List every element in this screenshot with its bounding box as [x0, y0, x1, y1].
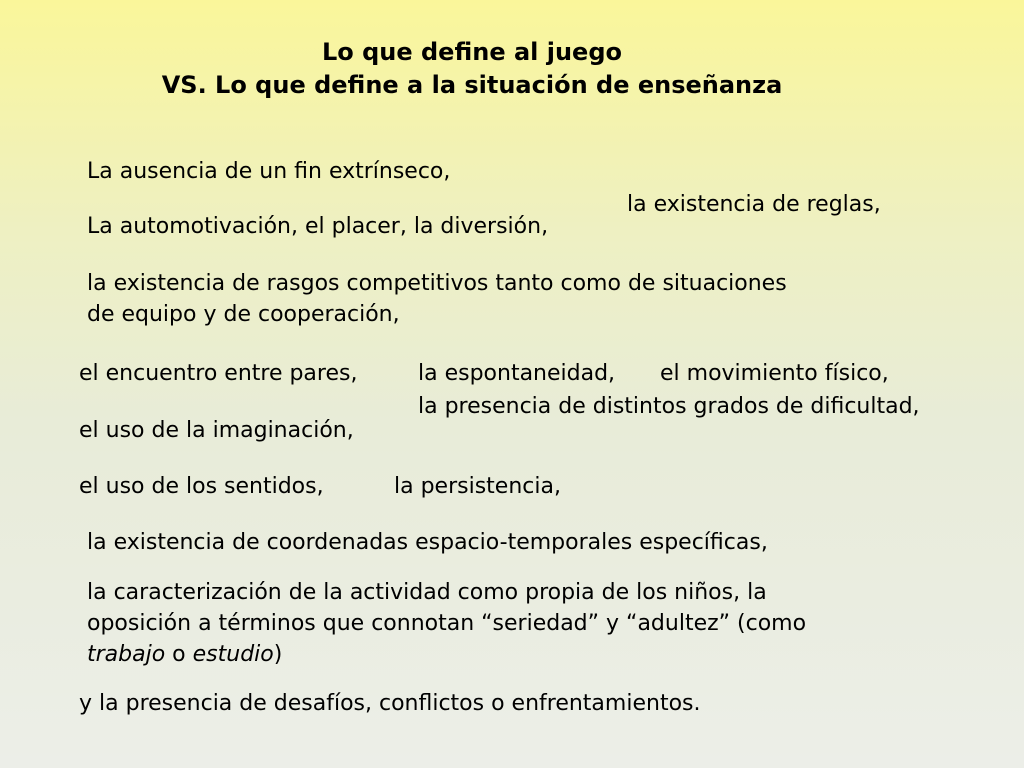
item-fin-extrinseco: La ausencia de un fin extrínseco,: [87, 159, 451, 184]
rasgos-line-2: de equipo y de cooperación,: [87, 302, 400, 327]
title-line-2: VS. Lo que define a la situación de enseñanza: [161, 71, 783, 99]
close-paren: ): [273, 642, 283, 667]
item-imaginacion: el uso de la imaginación,: [79, 418, 354, 443]
item-grados-dificultad: la presencia de distintos grados de dificultad,: [418, 394, 920, 419]
word-estudio: estudio: [192, 642, 274, 667]
caracterizacion-line-1: la caracterización de la actividad como propia de los niños, la: [87, 580, 767, 605]
item-espontaneidad: la espontaneidad,: [418, 361, 616, 386]
item-caracterizacion: [87, 577, 987, 670]
word-trabajo: trabajo: [87, 642, 166, 667]
item-desafios: y la presencia de desafíos, conflictos o enfrentamientos.: [79, 691, 701, 716]
item-coordenadas: la existencia de coordenadas espacio-temporales específicas,: [87, 530, 768, 555]
word-o: o: [165, 642, 193, 667]
slide-title: [0, 36, 944, 102]
item-movimiento-fisico: el movimiento físico,: [660, 361, 889, 386]
item-reglas: la existencia de reglas,: [627, 192, 881, 217]
item-rasgos-competitivos: [87, 268, 987, 330]
item-encuentro-pares: el encuentro entre pares,: [79, 361, 358, 386]
item-sentidos: el uso de los sentidos,: [79, 474, 324, 499]
item-automotivacion: La automotivación, el placer, la diversión,: [87, 214, 549, 239]
caracterizacion-line-2: oposición a términos que connotan “seriedad” y “adultez” (como: [87, 611, 807, 636]
rasgos-line-1: la existencia de rasgos competitivos tanto como de situaciones: [87, 271, 787, 296]
item-persistencia: la persistencia,: [394, 474, 561, 499]
caracterizacion-line-3: [87, 639, 987, 670]
title-line-1: Lo que define al juego: [321, 38, 623, 66]
